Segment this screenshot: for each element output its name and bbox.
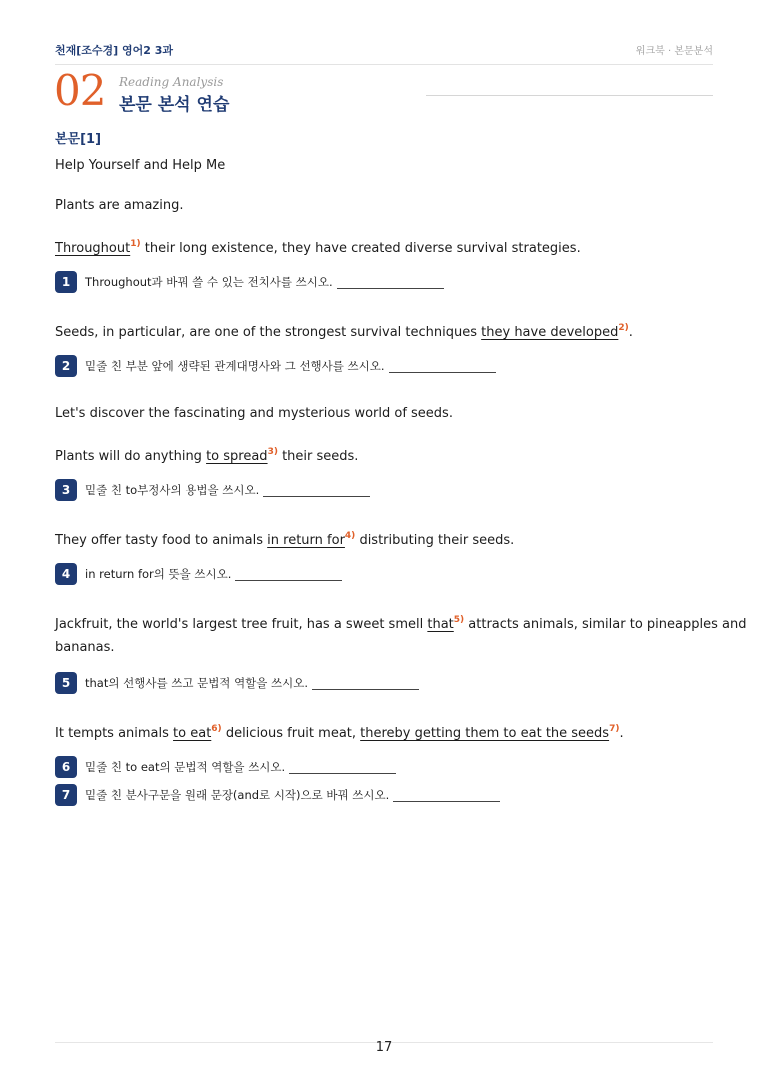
question-marker: 5)	[453, 615, 465, 625]
question-number-badge: 7	[55, 784, 77, 806]
passage-sentence-continued: bananas.	[55, 640, 115, 655]
section-title: 본문[1]	[55, 132, 102, 147]
chapter-divider	[426, 95, 713, 96]
sentence-text: .	[628, 325, 633, 340]
question-text: 밑줄 친 to eat의 문법적 역할을 쓰시오.	[85, 760, 286, 774]
header-divider	[55, 64, 713, 65]
question-item	[55, 563, 342, 585]
question-number-badge: 4	[55, 563, 77, 585]
answer-blank[interactable]	[393, 789, 500, 802]
passage-title: Help Yourself and Help Me	[55, 158, 226, 173]
sentence-text: distributing their seeds.	[355, 533, 515, 548]
header-course: 천재[조수경] 영어2 3과	[55, 44, 174, 57]
underlined-phrase: Throughout	[55, 241, 131, 256]
question-text: 밑줄 친 부분 앞에 생략된 관계대명사와 그 선행사를 쓰시오.	[85, 359, 385, 373]
chapter-subtitle: Reading Analysis	[119, 75, 224, 89]
question-marker: 2)	[618, 323, 629, 333]
underlined-phrase: in return for	[267, 533, 345, 548]
passage-sentence	[55, 724, 624, 741]
passage-sentence	[55, 447, 358, 464]
answer-blank[interactable]	[389, 360, 496, 373]
question-number-badge: 2	[55, 355, 77, 377]
page-number: 17	[375, 1040, 393, 1055]
question-item	[55, 479, 370, 501]
underlined-phrase: they have developed	[481, 325, 619, 340]
answer-blank[interactable]	[289, 761, 396, 774]
sentence-text: Seeds, in particular, are one of the strongest survival techniques	[55, 325, 482, 340]
passage-sentence: Let's discover the fascinating and mysterious world of seeds.	[55, 406, 453, 421]
question-marker: 1)	[130, 239, 141, 249]
underlined-phrase: to eat	[173, 726, 212, 741]
question-item	[55, 271, 444, 293]
question-item	[55, 355, 496, 377]
sentence-text: delicious fruit meat,	[221, 726, 361, 741]
question-item	[55, 756, 396, 778]
underlined-phrase: that	[427, 617, 454, 632]
passage-sentence: Plants are amazing.	[55, 198, 184, 213]
sentence-text: Jackfruit, the world's largest tree fruit, has a sweet smell	[55, 617, 428, 632]
passage-sentence	[55, 239, 581, 256]
passage-sentence	[55, 323, 633, 340]
sentence-text: .	[619, 726, 624, 741]
question-item	[55, 784, 500, 806]
sentence-text: their long existence, they have created diverse survival strategies.	[140, 241, 581, 256]
underlined-phrase: thereby getting them to eat the seeds	[360, 726, 610, 741]
answer-blank[interactable]	[312, 677, 419, 690]
question-number-badge: 1	[55, 271, 77, 293]
question-text: 밑줄 친 to부정사의 용법을 쓰시오.	[85, 483, 260, 497]
chapter-title: 본문 본석 연습	[119, 95, 230, 115]
passage-sentence	[55, 615, 746, 632]
question-marker: 4)	[344, 531, 356, 541]
header-section: 워크북 · 본문분석	[635, 46, 713, 57]
question-text: that의 선행사를 쓰고 문법적 역할을 쓰시오.	[85, 676, 309, 690]
question-marker: 6)	[211, 724, 222, 734]
sentence-text: Plants will do anything	[55, 449, 207, 464]
question-text: Throughout과 바꿔 쓸 수 있는 전치사를 쓰시오.	[85, 275, 333, 289]
question-text: 밑줄 친 분사구문을 원래 문장(and로 시작)으로 바꿔 쓰시오.	[85, 788, 390, 802]
answer-blank[interactable]	[337, 276, 444, 289]
question-number-badge: 5	[55, 672, 77, 694]
question-text: in return for의 뜻을 쓰시오.	[85, 567, 232, 581]
sentence-text: It tempts animals	[55, 726, 174, 741]
sentence-text: their seeds.	[277, 449, 359, 464]
sentence-text: attracts animals, similar to pineapples and	[464, 617, 747, 632]
underlined-phrase: to spread	[206, 449, 268, 464]
question-number-badge: 3	[55, 479, 77, 501]
answer-blank[interactable]	[235, 568, 342, 581]
question-item	[55, 672, 419, 694]
question-number-badge: 6	[55, 756, 77, 778]
chapter-number: 02	[54, 66, 106, 115]
question-marker: 7)	[609, 724, 620, 734]
passage-sentence	[55, 531, 514, 548]
question-marker: 3)	[267, 447, 278, 457]
sentence-text: They offer tasty food to animals	[55, 533, 268, 548]
answer-blank[interactable]	[263, 484, 370, 497]
